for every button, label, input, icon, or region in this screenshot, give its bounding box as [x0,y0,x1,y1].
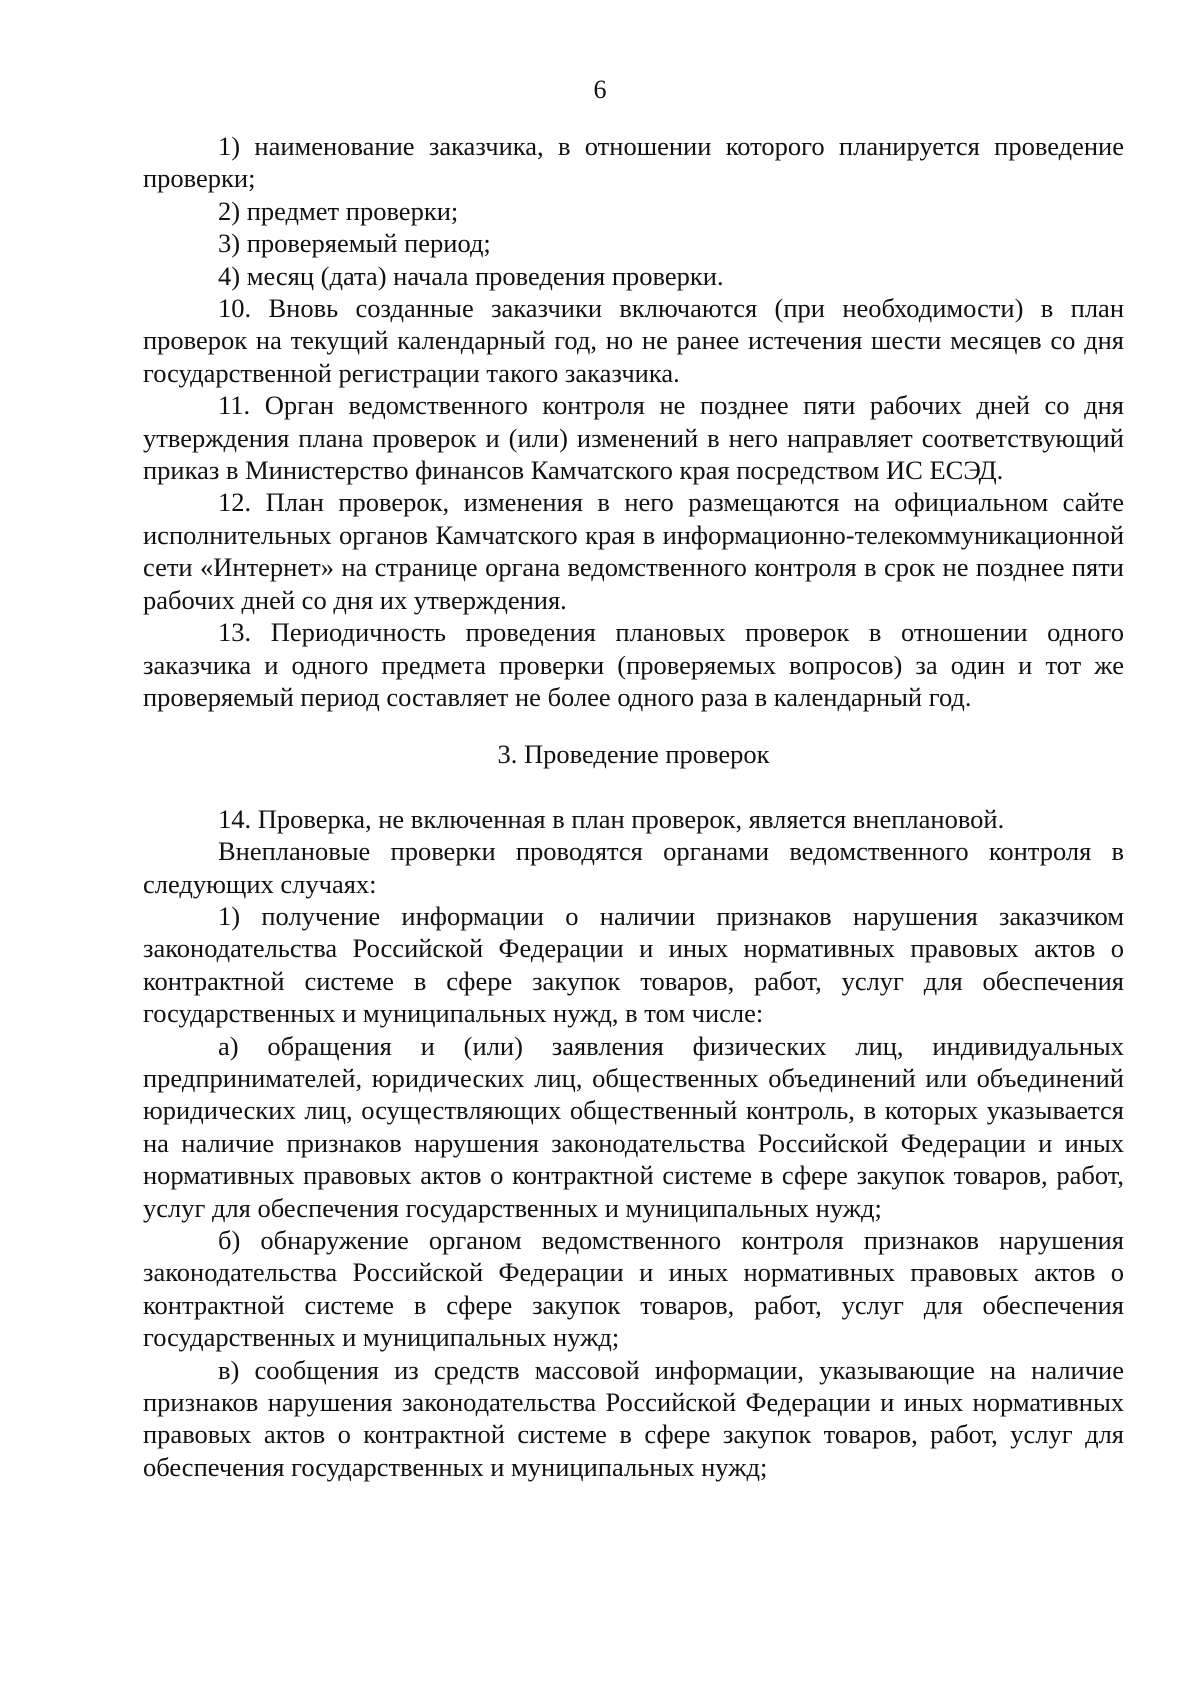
paragraph-item-2: 2) предмет проверки; [218,195,459,226]
paragraph-case-1: 1) получение информации о наличии признаков нарушения заказчиком законодательства Российской Федерации и иных нормативных правовых актов о контрактной системе в сфере закупок товаров, работ, услуг для обеспечения государственных и муниципальных нужд, в том числе: [143,900,1124,1029]
paragraph-clause-13: 13. Периодичность проведения плановых проверок в отношении одного заказчика и одного предмета проверки (проверяемых вопросов) за один и тот же проверяемый период составляет не более одного раза в календарный год. [143,617,1124,712]
page-number: 6 [593,75,607,104]
paragraph-item-4: 4) месяц (дата) начала проведения проверки. [218,260,724,291]
paragraph-case-v: в) сообщения из средств массовой информации, указывающие на наличие признаков нарушения законодательства Российской Федерации и иных нормативных правовых актов о контрактной системе в сфере закупок товаров, работ, услуг для обеспечения государственных и муниципальных нужд; [143,1354,1124,1482]
paragraph-clause-11: 11. Орган ведомственного контроля не позднее пяти рабочих дней со дня утверждения плана проверок и (или) изменений в него направляет соответствующий приказ в Министерство финансов Камчатского края посредством ИС ЕСЭД. [143,390,1124,486]
paragraph-clause-12: 12. План проверок, изменения в него размещаются на официальном сайте исполнительных органов Камчатского края в информационно-телекоммуникационной сети «Интернет» на странице органа ведомственного контроля в срок не позднее пяти рабочих дней со дня их утверждения. [143,487,1124,615]
paragraph-item-1: 1) наименование заказчика, в отношении которого планируется проведение проверки; [143,131,1124,194]
section-heading: 3. Проведение проверок [497,739,770,770]
document-body [143,130,1124,1483]
paragraph-clause-10: 10. Вновь созданные заказчики включаются (при необходимости) в план проверок на текущий календарный год, но не ранее истечения шести месяцев со дня государственной регистрации такого заказчика. [143,293,1124,388]
paragraph-case-a: а) обращения и (или) заявления физических лиц, индивидуальных предпринимателей, юридических лиц, общественных объединений или объединений юридических лиц, осуществляющих общественный контроль, в которых указывается на наличие признаков нарушения законодательства Российской Федерации и иных нормативных правовых актов о контрактной системе в сфере закупок товаров, работ, услуг для обеспечения государственных и муниципальных нужд; [143,1030,1124,1223]
paragraph-item-3: 3) проверяемый период; [218,228,491,259]
paragraph-case-b: б) обнаружение органом ведомственного контроля признаков нарушения законодательства Российской Федерации и иных нормативных правовых актов о контрактной системе в сфере закупок товаров, работ, услуг для обеспечения государственных и муниципальных нужд; [143,1225,1124,1353]
paragraph-clause-14: 14. Проверка, не включенная в план проверок, является внеплановой. [218,803,1005,834]
paragraph-unplanned-cases: Внеплановые проверки проводятся органами ведомственного контроля в следующих случаях: [143,836,1124,899]
